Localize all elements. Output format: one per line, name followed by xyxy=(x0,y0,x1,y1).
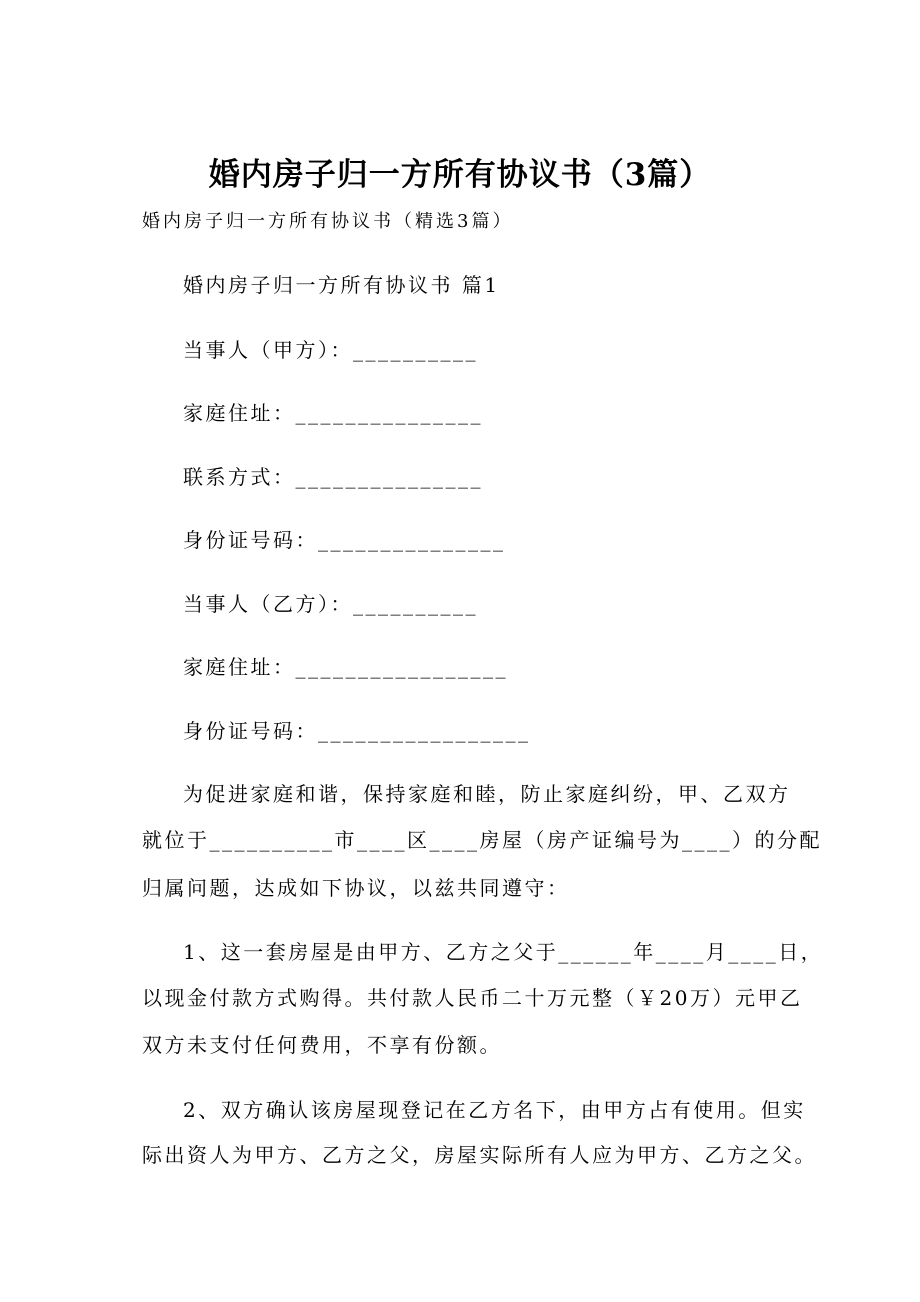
clause-2-line: 2、双方确认该房屋现登记在乙方名下，由甲方占有使用。但实 xyxy=(183,1098,806,1122)
field-contact-a: 联系方式：_______________ xyxy=(183,465,483,489)
field-id-b: 身份证号码：_________________ xyxy=(183,719,531,743)
field-address-b: 家庭住址：_________________ xyxy=(183,655,508,679)
field-address-a: 家庭住址：_______________ xyxy=(183,401,483,425)
paragraph-intro-line: 就位于__________市____区____房屋（房产证编号为____）的分配 xyxy=(142,828,822,852)
clause-1-line: 以现金付款方式购得。共付款人民币二十万元整（￥20万）元甲乙 xyxy=(142,986,803,1010)
paragraph-intro-line: 为促进家庭和谐，保持家庭和睦，防止家庭纠纷，甲、乙双方 xyxy=(183,782,791,806)
document-subtitle: 婚内房子归一方所有协议书（精选3篇） xyxy=(142,211,514,232)
field-party-a: 当事人（甲方）：__________ xyxy=(183,338,478,362)
clause-1-line: 双方未支付任何费用，不享有份额。 xyxy=(142,1033,502,1057)
clause-2-line: 际出资人为甲方、乙方之父，房屋实际所有人应为甲方、乙方之父。 xyxy=(142,1143,817,1167)
paragraph-intro-line: 归属问题，达成如下协议，以兹共同遵守： xyxy=(142,876,570,900)
field-party-b: 当事人（乙方）：__________ xyxy=(183,592,478,616)
document-title: 婚内房子归一方所有协议书（3篇） xyxy=(208,157,712,193)
clause-1-line: 1、这一套房屋是由甲方、乙方之父于______年____月____日， xyxy=(183,940,824,964)
section-heading: 婚内房子归一方所有协议书 篇1 xyxy=(183,273,500,297)
field-id-a: 身份证号码：_______________ xyxy=(183,528,506,552)
